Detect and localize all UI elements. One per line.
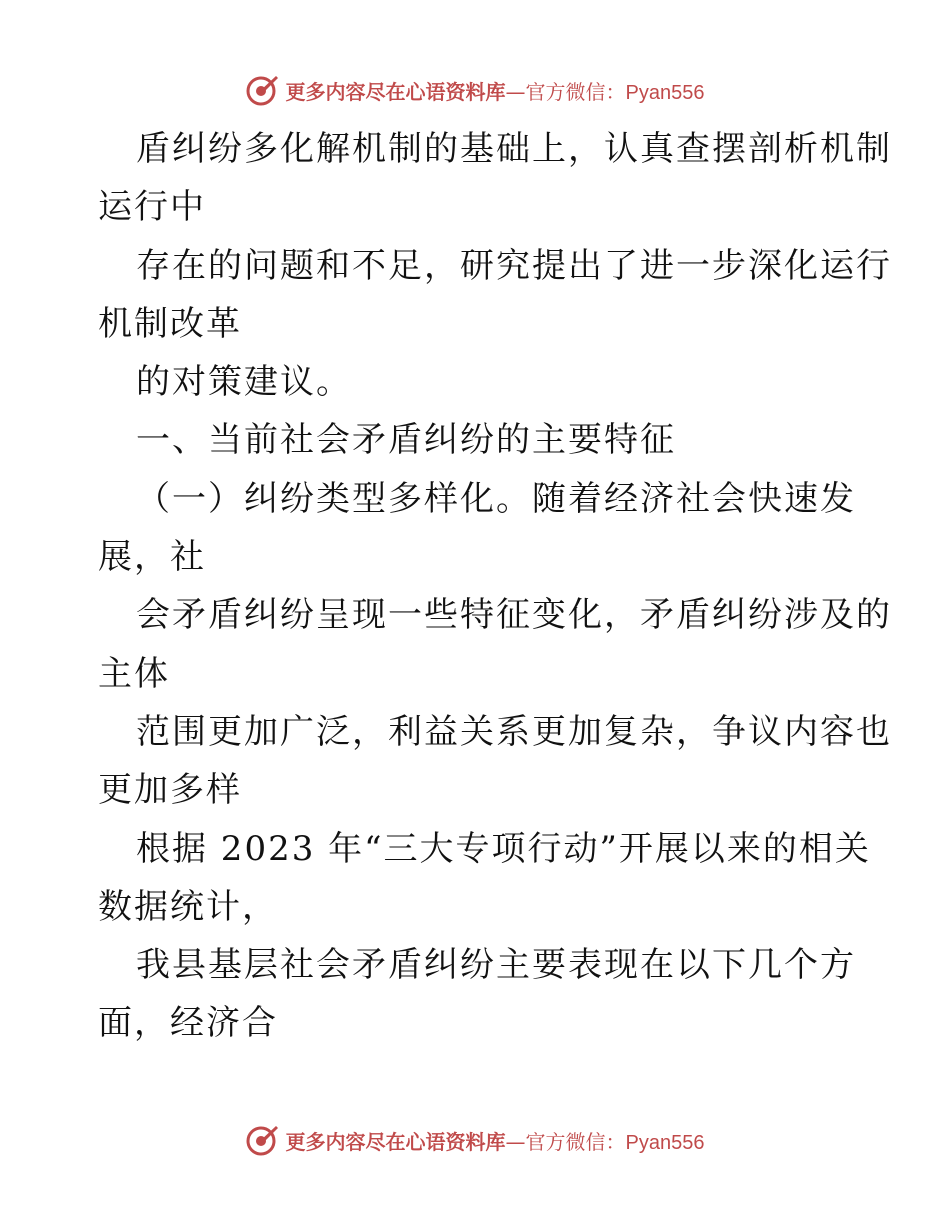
section-heading: 一、当前社会矛盾纠纷的主要特征: [136, 420, 676, 461]
text-line: 会矛盾纠纷呈现一些特征变化，矛盾纠纷涉及的: [136, 595, 892, 636]
text-line: 根据 2023 年“三大专项行动”开展以来的相关: [136, 828, 871, 869]
text-line: 数据统计，: [98, 886, 278, 927]
text-line: 运行中: [98, 187, 206, 228]
watermark-text: 更多内容尽在心语资料库—官方微信：Pyan556: [285, 79, 705, 104]
quill-logo-icon: [246, 73, 280, 107]
text-line: 盾纠纷多化解机制的基础上，认真查摆剖析机制: [136, 129, 892, 169]
quill-logo-icon: [246, 1123, 280, 1157]
text-line: 机制改革: [98, 303, 242, 344]
text-line: 我县基层社会矛盾纠纷主要表现在以下几个方: [136, 945, 856, 986]
text-line: （一）纠纷类型多样化。随着经济社会快速发: [136, 478, 856, 519]
text-line: 的对策建议。: [136, 362, 352, 403]
text-line: 主体: [98, 653, 170, 694]
text-line: 存在的问题和不足，研究提出了进一步深化运行: [136, 245, 892, 286]
document-body: [98, 120, 892, 1053]
text-line: 更加多样: [98, 770, 242, 811]
text-line: 展，社: [98, 537, 206, 578]
footer-watermark: [0, 1120, 950, 1160]
text-line: 面，经济合: [98, 1003, 278, 1044]
watermark-text: 更多内容尽在心语资料库—官方微信：Pyan556: [285, 1129, 705, 1154]
header-watermark: [0, 70, 950, 110]
text-line: 范围更加广泛，利益关系更加复杂，争议内容也: [136, 711, 892, 752]
